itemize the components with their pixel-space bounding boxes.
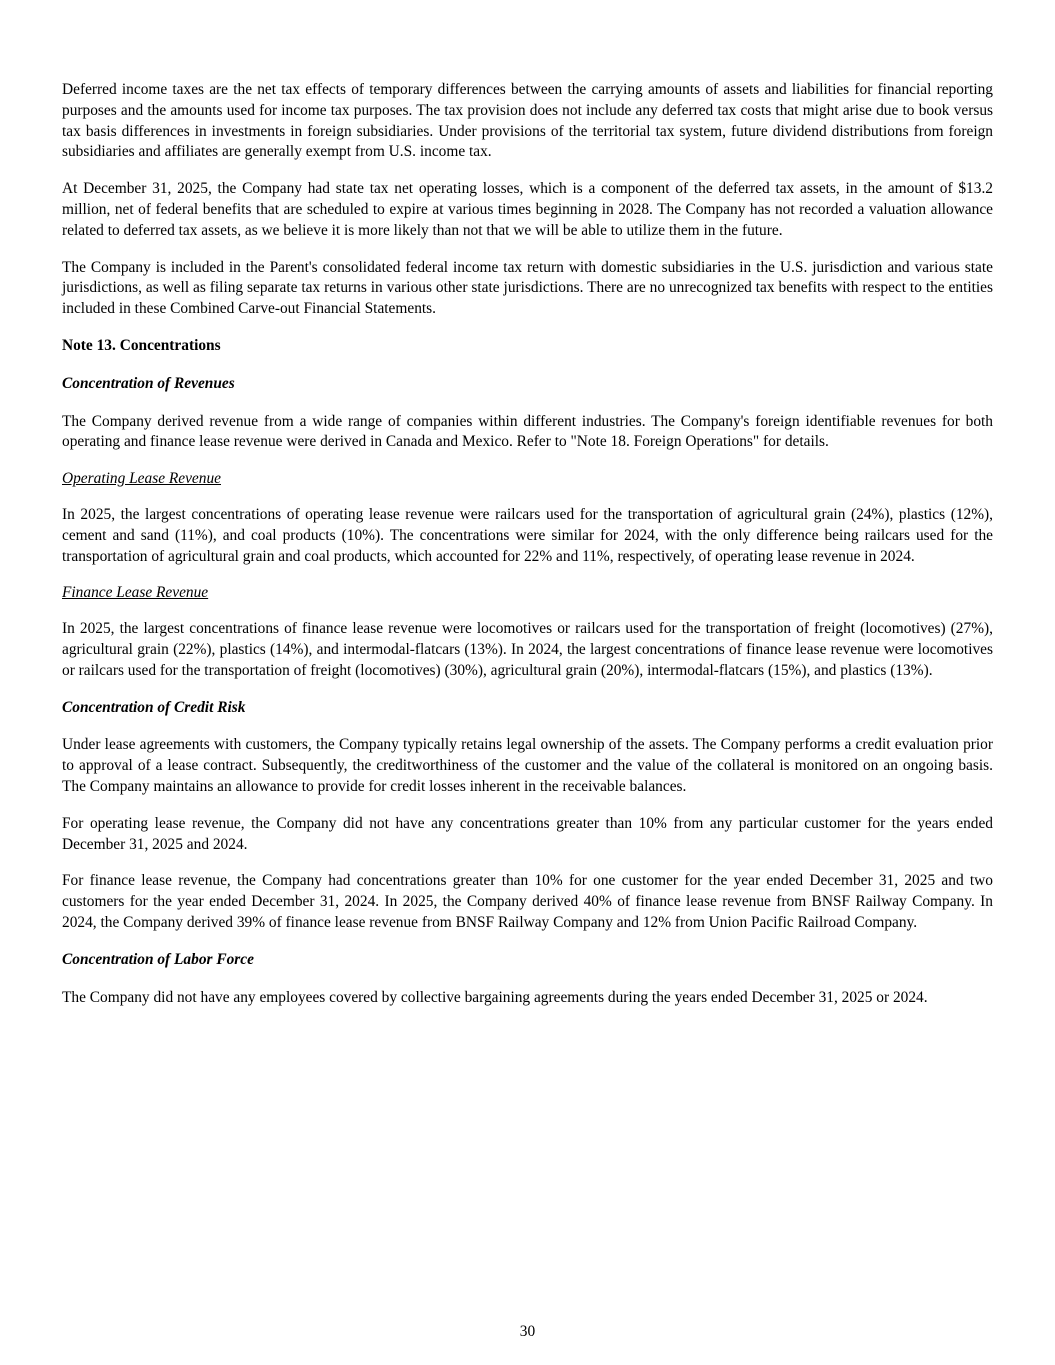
paragraph-credit-risk-3: For finance lease revenue, the Company had concentrations greater than 10% for one customer for the year ended December 31, 2025 and two customers for the year ended December 31, 2024. In 2025, the Company derived 40% of finance lease revenue from BNSF Railway Company. In 2024, the Company derived 39% of finance lease revenue from BNSF Railway Company and 12% from Union Pacific Railroad Company. <box>62 872 993 931</box>
paragraph-consolidated-return: The Company is included in the Parent's consolidated federal income tax return with domestic subsidiaries in the U.S. jurisdiction and various state jurisdictions, as well as filing separate tax returns in various other state jurisdictions. There are no unrecognized tax benefits with respect to the entities included in these Combined Carve-out Financial Statements. <box>62 258 993 318</box>
note-13-heading: Note 13. Concentrations <box>62 336 221 354</box>
paragraph-deferred-taxes: Deferred income taxes are the net tax effects of temporary differences between the carrying amounts of assets and liabilities for financial reporting purposes and the amounts used for income tax purposes. The tax provision does not include any deferred tax costs that might arise due to book versus tax basis differences in investments in foreign subsidiaries. Under provisions of the territorial tax system, future dividend distributions from foreign subsidiaries and affiliates are generally exempt from U.S. income tax. <box>62 81 993 161</box>
paragraph-revenues-intro: The Company derived revenue from a wide range of companies within different industries. The Company's foreign identifiable revenues for both operating and finance lease revenue were derived in Canada and Mexico. Refer to "Note 18. Foreign Operations" for details. <box>62 412 993 451</box>
paragraph-credit-risk-2: For operating lease revenue, the Company did not have any concentrations greater than 10% from any particular customer for the years ended December 31, 2025 and 2024. <box>62 814 993 853</box>
concentration-credit-risk-heading: Concentration of Credit Risk <box>62 698 246 716</box>
concentration-revenues-heading: Concentration of Revenues <box>62 374 235 392</box>
paragraph-operating-lease: In 2025, the largest concentrations of operating lease revenue were railcars used for the transportation of agricultural grain (24%), plastics (12%), cement and sand (11%), and coal products (10%). The concentrations were similar for 2024, with the only difference being railcars used for the transportation of agricultural grain and coal products, which accounted for 22% and 11%, respectively, of operating lease revenue in 2024. <box>62 505 993 565</box>
paragraph-finance-lease: In 2025, the largest concentrations of finance lease revenue were locomotives or railcars used for the transportation of freight (locomotives) (27%), agricultural grain (22%), plastics (14%), and intermodal-flatcars (13%). In 2024, the largest concentrations of finance lease revenue were locomotives or railcars used for the transportation of freight (locomotives) (30%), agricultural grain (20%), intermodal-flatcars (15%), and plastics (13%). <box>62 620 993 679</box>
concentration-labor-force-heading: Concentration of Labor Force <box>62 950 254 968</box>
operating-lease-revenue-heading: Operating Lease Revenue <box>62 470 221 488</box>
paragraph-labor-force: The Company did not have any employees covered by collective bargaining agreements during the years ended December 31, 2025 or 2024. <box>62 988 928 1006</box>
paragraph-state-nol: At December 31, 2025, the Company had state tax net operating losses, which is a component of the deferred tax assets, in the amount of $13.2 million, net of federal benefits that are scheduled to expire at various times beginning in 2028. The Company has not recorded a valuation allowance related to deferred tax assets, as we believe it is more likely than not that we will be able to utilize them in the future. <box>62 180 993 239</box>
document-page <box>62 80 993 1024</box>
paragraph-credit-risk-1: Under lease agreements with customers, the Company typically retains legal ownership of the assets. The Company performs a credit evaluation prior to approval of a lease contract. Subsequently, the creditworthiness of the customer and the value of the collateral is monitored on an ongoing basis. The Company maintains an allowance to provide for credit losses inherent in the receivable balances. <box>62 736 993 795</box>
finance-lease-revenue-heading: Finance Lease Revenue <box>62 584 209 602</box>
page-number: 30 <box>519 1323 536 1340</box>
